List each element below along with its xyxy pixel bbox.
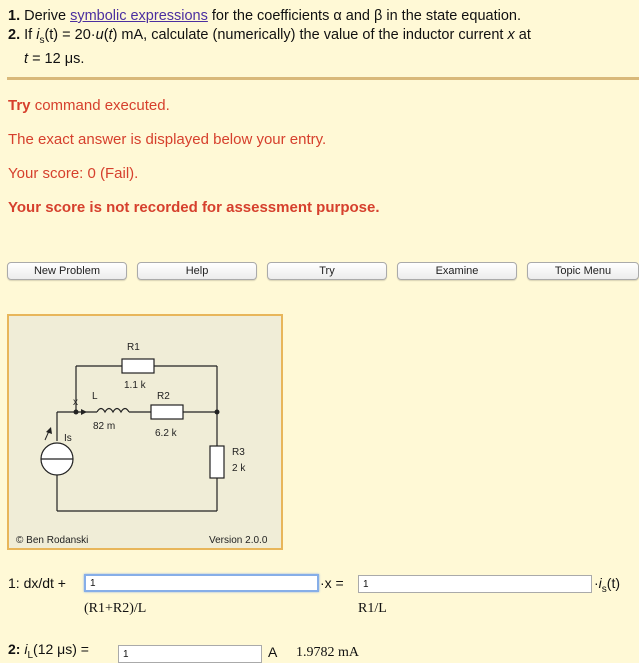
r3-label: R3 <box>232 447 245 458</box>
r1-value: 1.1 k <box>124 380 146 391</box>
alpha-exact-answer: (R1+R2)/L <box>84 601 147 616</box>
question-line-3 <box>8 50 633 69</box>
answer-2-number: 2: <box>8 641 21 657</box>
current-exact-answer: 1.9782 mA <box>296 645 359 660</box>
score-message: Your score: 0 (Fail). <box>8 165 139 182</box>
question-text <box>8 7 633 69</box>
r2-value: 6.2 k <box>155 428 177 439</box>
copyright-text: © Ben Rodanski <box>16 535 89 546</box>
question-line-1 <box>8 7 633 26</box>
question-2-current-var: i <box>36 27 40 43</box>
question-2-if: If <box>24 27 33 43</box>
answer-2-var: i <box>24 641 28 657</box>
question-1-pre: Derive <box>24 8 67 24</box>
question-1-post: for the coefficients α and β in the state equation. <box>211 8 521 24</box>
question-2-x: x <box>507 27 515 43</box>
help-button[interactable]: Help <box>137 262 257 280</box>
circuit-diagram <box>9 316 281 548</box>
question-3-time: = 12 μs. <box>32 50 85 67</box>
beta-exact-answer: R1/L <box>358 601 387 616</box>
x-equals-label: ·x = <box>320 575 344 591</box>
question-line-2 <box>8 26 633 50</box>
try-rest: command executed. <box>34 97 170 114</box>
answer-1-label: 1: dx/dt + <box>8 575 66 591</box>
question-3-t: t <box>24 50 29 67</box>
is-term-post: (t) <box>606 575 621 591</box>
try-message <box>8 97 170 114</box>
beta-input[interactable] <box>358 575 592 593</box>
source-label: Is <box>64 433 72 444</box>
topic-menu-button[interactable]: Topic Menu <box>527 262 639 280</box>
exact-message: The exact answer is displayed below your entry. <box>8 131 327 148</box>
x-label: x <box>73 397 78 408</box>
is-term-var: i <box>598 575 602 591</box>
inductor-current-input[interactable] <box>118 645 262 663</box>
answer-2-label <box>8 641 89 661</box>
not-recorded-message: Your score is not recorded for assessment purpose. <box>8 199 380 216</box>
is-term <box>594 575 620 595</box>
version-text: Version 2.0.0 <box>209 535 268 546</box>
is-term-dot: · <box>594 575 599 591</box>
inductor-label: L <box>92 391 98 402</box>
symbolic-expressions-link[interactable]: symbolic expressions <box>70 8 208 24</box>
question-2-number: 2. <box>8 27 21 43</box>
r1-label: R1 <box>127 342 140 353</box>
try-button[interactable]: Try <box>267 262 387 280</box>
is-term-sub: s <box>601 583 607 595</box>
question-1-number: 1. <box>8 8 21 24</box>
alpha-input[interactable] <box>84 574 319 592</box>
r2-label: R2 <box>157 391 170 402</box>
circuit-applet <box>7 314 283 550</box>
inductor-value: 82 m <box>93 421 116 432</box>
question-2-u: u <box>95 27 104 43</box>
answer-2-sub: L <box>27 649 34 661</box>
question-2-expr: (t) = 20· <box>44 27 96 43</box>
question-2-at: at <box>518 27 531 43</box>
question-2-t: t <box>108 27 113 43</box>
new-problem-button[interactable]: New Problem <box>7 262 127 280</box>
try-bold: Try <box>8 97 31 114</box>
divider <box>7 77 639 80</box>
r3-value: 2 k <box>232 463 246 474</box>
amp-unit: A <box>268 644 278 660</box>
question-2-paren: ( <box>103 27 109 43</box>
answer-2-post: (12 μs) = <box>33 641 89 657</box>
examine-button[interactable]: Examine <box>397 262 517 280</box>
question-2-text: ) mA, calculate (numerically) the value of the inductor current <box>112 27 504 43</box>
question-2-current-sub: s <box>39 34 45 46</box>
